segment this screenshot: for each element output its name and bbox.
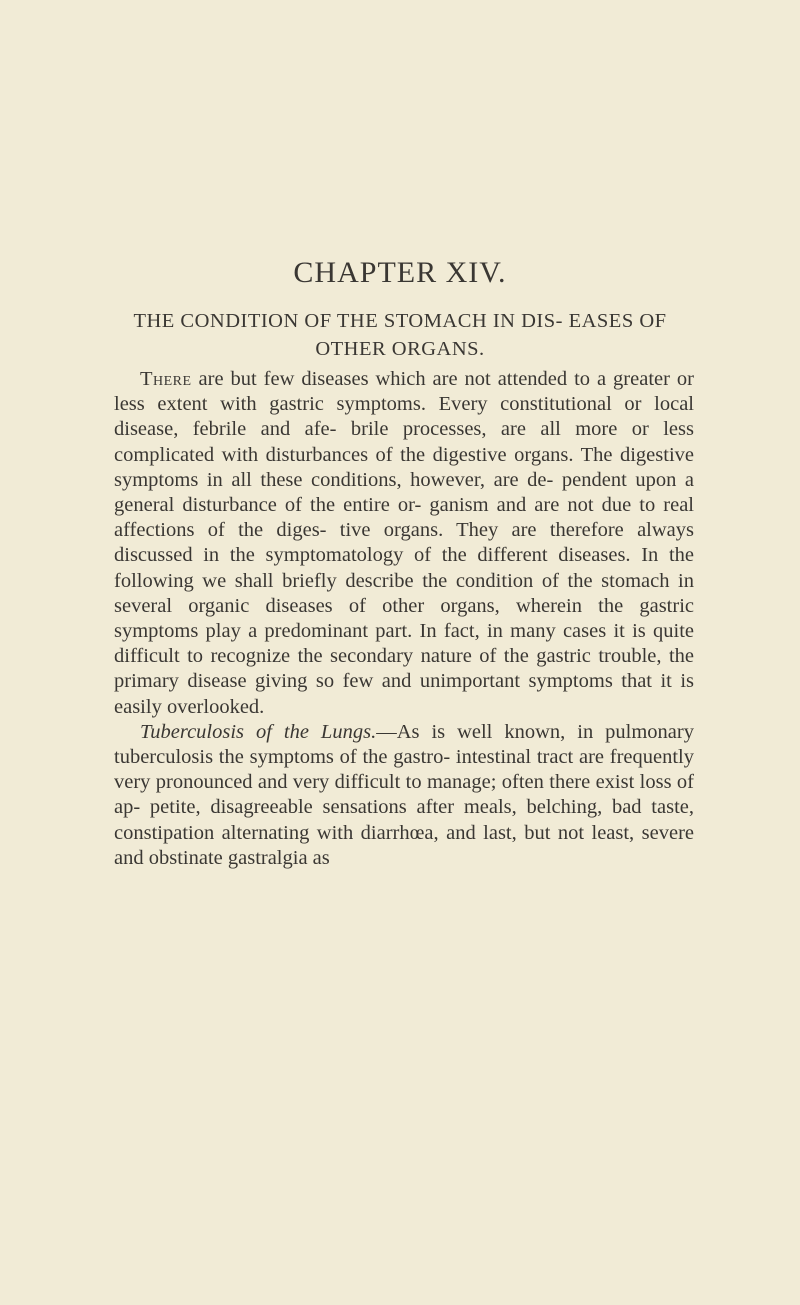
body-text: [114, 367, 694, 871]
paragraph-lead-word: There: [140, 368, 192, 390]
section-heading-tuberculosis: Tuberculosis of the Lungs.: [140, 720, 377, 743]
paragraph-tuberculosis: [114, 720, 694, 871]
chapter-heading: CHAPTER XIV.: [293, 256, 507, 289]
chapter-title: THE CONDITION OF THE STOMACH IN DIS- EASES OF OTHER ORGANS.: [133, 310, 667, 360]
paragraph-intro-text: are but few diseases which are not attended to a greater or less extent with gastric symptoms. Every constitutional or local disease, febrile and afe- brile processes, are all more or less complicated with disturbances of the digestive organs. The digestive symptoms in all these conditions, however, are de- pendent upon a general disturbance of the entire or- ganism and are not due to real affections of the diges- tive organs. They are therefore always discussed in the symptomatology of the different diseases. In the following we shall briefly describe the condition of the stomach in several organic diseases of other organs, wherein the gastric symptoms play a predominant part. In fact, in many cases it is quite difficult to recognize the secondary nature of the gastric trouble, the primary disease giving so few and unimportant symptoms that it is easily overlooked.: [114, 368, 694, 718]
paragraph-intro: [114, 367, 694, 720]
paragraph-tuberculosis-text: —As is well known, in pulmonary tuberculosis the symptoms of the gastro- intestinal tract are frequently very pronounced and very difficult to manage; often there exist loss of ap- petite, disagreeable sensations after meals, belching, bad taste, constipation alternating with diarrhœa, and last, but not least, severe and obstinate gastralgia as: [114, 720, 694, 869]
